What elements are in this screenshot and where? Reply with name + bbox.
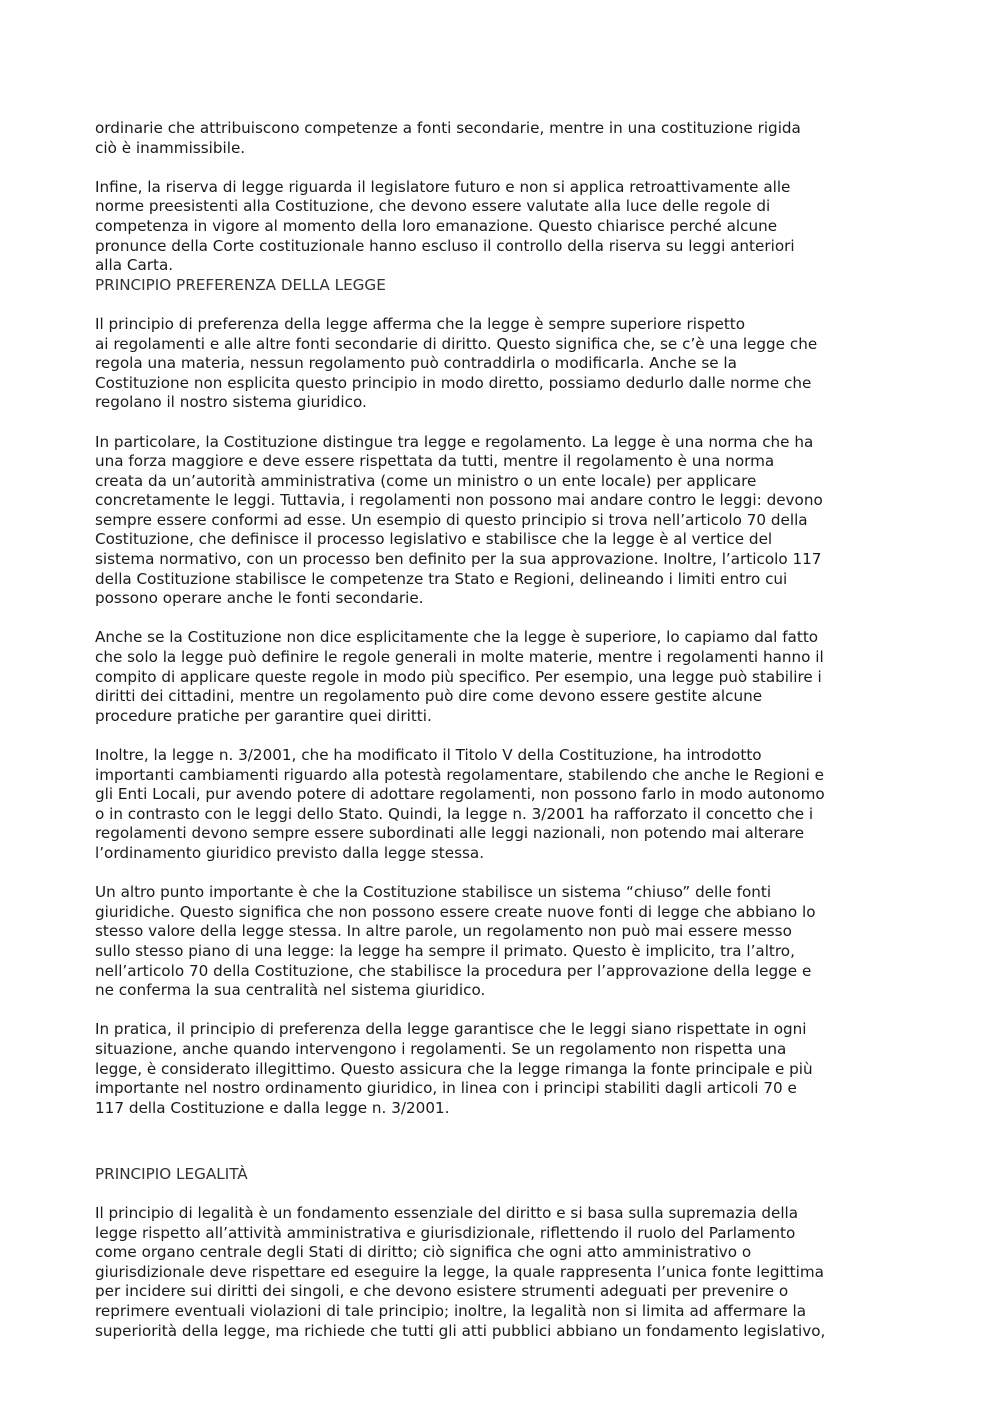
text-line: regola una materia, nessun regolamento può contraddirla o modificarla. Anche se la [95, 354, 737, 373]
text-line: importanti cambiamenti riguardo alla potestà regolamentare, stabilendo che anche le Regioni e [95, 765, 824, 784]
text-line: della Costituzione stabilisce le competenze tra Stato e Regioni, delineando i limiti entro cui [95, 569, 788, 588]
text-line: compito di applicare queste regole in modo più specifico. Per esempio, una legge può stabilire i [95, 667, 822, 686]
text-line: sullo stesso piano di una legge: la legge ha sempre il primato. Questo è implicito, tra l’altro, [95, 941, 795, 960]
paragraph [95, 1204, 907, 1341]
text-line: Inoltre, la legge n. 3/2001, che ha modificato il Titolo V della Costituzione, ha introdotto [95, 746, 762, 764]
text-line: diritti dei cittadini, mentre un regolamento può dire come devono essere gestite alcune [95, 687, 763, 706]
text-line: stesso valore della legge stessa. In altre parole, un regolamento non può mai essere messo [95, 922, 792, 941]
section-heading-legalita [95, 1165, 907, 1185]
text-line: ordinarie che attribuiscono competenze a fonti secondarie, mentre in una costituzione rigida [95, 119, 801, 137]
text-line: Il principio di preferenza della legge afferma che la legge è sempre superiore rispetto [95, 314, 746, 333]
text-line: alla Carta. [95, 256, 174, 275]
text-line: In particolare, la Costituzione distingue tra legge e regolamento. La legge è una norma che ha [95, 432, 814, 451]
text-line: nell’articolo 70 della Costituzione, che stabilisce la procedura per l’approvazione della legge e [95, 961, 812, 980]
text-line: sistema normativo, con un processo ben definito per la sua approvazione. Inoltre, l’articolo 117 [95, 550, 822, 569]
text-line: giuridiche. Questo significa che non possono essere create nuove fonti di legge che abbiano lo [95, 902, 816, 921]
text-line: situazione, anche quando intervengono i regolamenti. Se un regolamento non rispetta una [95, 1039, 787, 1058]
heading-text: PRINCIPIO LEGALITÀ [95, 1164, 248, 1183]
paragraph [95, 119, 907, 158]
text-line: Anche se la Costituzione non dice esplicitamente che la legge è superiore, lo capiamo dal fatto [95, 628, 819, 647]
text-line: importante nel nostro ordinamento giuridico, in linea con i principi stabiliti dagli articoli 70 e [95, 1079, 797, 1098]
text-line: creata da un’autorità amministrativa (come un ministro o un ente locale) per applicare [95, 471, 757, 490]
section-heading-preferenza [95, 276, 907, 296]
text-line: competenza in vigore al momento della loro emanazione. Questo chiarisce perché alcune [95, 216, 778, 235]
text-line: norme preesistenti alla Costituzione, che devono essere valutate alla luce delle regole di [95, 197, 771, 216]
text-line: che solo la legge può definire le regole generali in molte materie, mentre i regolamenti hanno il [95, 648, 824, 667]
text-line: o in contrasto con le leggi dello Stato. Quindi, la legge n. 3/2001 ha rafforzato il concetto che i [95, 804, 814, 823]
text-line: possono operare anche le fonti secondarie. [95, 589, 424, 608]
text-line: concretamente le leggi. Tuttavia, i regolamenti non possono mai andare contro le leggi: devono [95, 491, 823, 510]
text-line: ai regolamenti e alle altre fonti secondarie di diritto. Questo significa che, se c’è una legge che [95, 334, 818, 353]
text-line: sempre essere conformi ad esse. Un esempio di questo principio si trova nell’articolo 70 della [95, 510, 808, 529]
text-line: regolano il nostro sistema giuridico. [95, 393, 367, 412]
paragraph [95, 178, 907, 276]
paragraph [95, 315, 907, 413]
text-line: l’ordinamento giuridico previsto dalla legge stessa. [95, 843, 485, 862]
paragraph [95, 746, 907, 864]
text-line: legge, è considerato illegittimo. Questo assicura che la legge rimanga la fonte principale e più [95, 1059, 813, 1078]
text-line: Infine, la riserva di legge riguarda il legislatore futuro e non si applica retroattivamente alle [95, 177, 791, 196]
text-line: Un altro punto importante è che la Costituzione stabilisce un sistema “chiuso” delle fonti [95, 883, 772, 902]
text-line: legge rispetto all’attività amministrativa e giurisdizionale, riflettendo il ruolo del Parlamento [95, 1223, 796, 1242]
text-line: Il principio di legalità è un fondamento essenziale del diritto e si basa sulla supremazia della [95, 1204, 799, 1223]
text-line: superiorità della legge, ma richiede che tutti gli atti pubblici abbiano un fondamento legislativo, [95, 1321, 826, 1340]
text-line: procedure pratiche per garantire quei diritti. [95, 706, 432, 725]
document-page [95, 119, 907, 1341]
text-line: giurisdizionale deve rispettare ed eseguire la legge, la quale rappresenta l’unica fonte legittima [95, 1262, 824, 1281]
paragraph [95, 628, 907, 726]
text-line: pronunce della Corte costituzionale hanno escluso il controllo della riserva su leggi anteriori [95, 236, 795, 255]
text-line: regolamenti devono sempre essere subordinati alle leggi nazionali, non potendo mai alterare [95, 824, 805, 843]
text-line: Costituzione non esplicita questo principio in modo diretto, possiamo dedurlo dalle norme che [95, 373, 812, 392]
paragraph [95, 433, 907, 609]
text-line: Costituzione, che definisce il processo legislativo e stabilisce che la legge è al vertice del [95, 530, 773, 549]
text-line: per incidere sui diritti dei singoli, e che devono esistere strumenti adeguati per prevenire o [95, 1282, 789, 1301]
text-line: una forza maggiore e deve essere rispettata da tutti, mentre il regolamento è una norma [95, 452, 775, 471]
heading-text: PRINCIPIO PREFERENZA DELLA LEGGE [95, 275, 386, 294]
text-line: reprimere eventuali violazioni di tale principio; inoltre, la legalità non si limita ad affermare la [95, 1302, 807, 1321]
text-line: ciò è inammissibile. [95, 138, 246, 157]
text-line: come organo centrale degli Stati di diritto; ciò significa che ogni atto amministrativo o [95, 1243, 752, 1262]
text-line: In pratica, il principio di preferenza della legge garantisce che le leggi siano rispettate in ogni [95, 1020, 807, 1039]
text-line: gli Enti Locali, pur avendo potere di adottare regolamenti, non possono farlo in modo autonomo [95, 785, 825, 804]
paragraph [95, 1020, 907, 1118]
paragraph [95, 883, 907, 1001]
text-line: 117 della Costituzione e dalla legge n. 3/2001. [95, 1098, 450, 1117]
text-line: ne conferma la sua centralità nel sistema giuridico. [95, 981, 486, 1000]
